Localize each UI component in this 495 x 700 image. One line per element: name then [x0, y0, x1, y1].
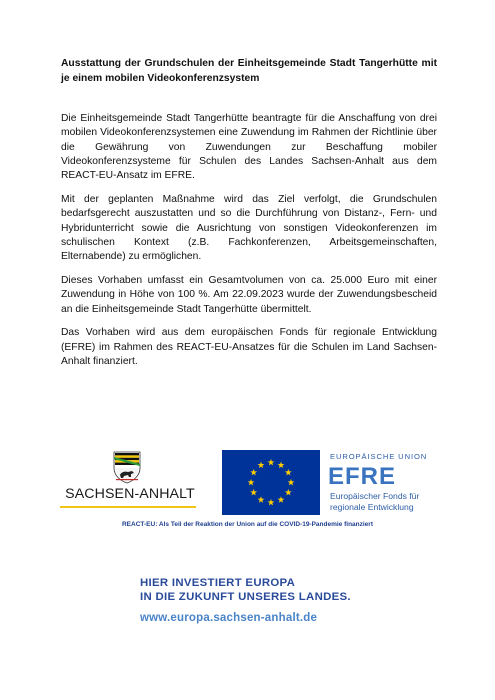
efre-subtitle-line: regionale Entwicklung — [330, 501, 414, 512]
slogan — [140, 576, 351, 604]
slogan-line: IN DIE ZUKUNFT UNSERES LANDES. — [140, 591, 351, 603]
eu-label: EUROPÄISCHE UNION — [330, 452, 428, 461]
paragraph: Das Vorhaben wird aus dem europäischen Fonds für regionale Entwicklung (EFRE) im Rahmen des REACT-EU-Ansatzes für die Schulen im Land Sachsen-Anhalt finanziert. — [61, 327, 437, 367]
efre-subtitle — [330, 491, 480, 512]
sachsen-anhalt-underline — [60, 506, 196, 508]
paragraph: Die Einheitsgemeinde Stadt Tangerhütte beantragte für die Anschaffung von drei mobilen Videokonferenzsystemen eine Zuwendung im Rahmen der Richtlinie über die Gewährung von Zuwendungen zur Beschaffung mobiler Videokonferenzsysteme für Schulen des Landes Sachsen-Anhalt aus dem REACT-EU-Ansatz im EFRE. — [61, 113, 437, 182]
eu-star-icon — [278, 462, 285, 469]
eu-flag-icon — [222, 450, 320, 515]
eu-star-icon — [248, 479, 255, 486]
eu-star-icon — [250, 469, 257, 476]
paragraph: Dieses Vorhaben umfasst ein Gesamtvolumen von ca. 25.000 Euro mit einer Zuwendung in Höhe von 100 %. Am 22.09.2023 wurde der Zuwendungsbescheid an die Einheitsgemeinde Stadt Tangerhütte übermittelt. — [61, 274, 437, 315]
efre-subtitle-line: Europäischer Fonds für — [330, 491, 420, 501]
eu-star-icon — [278, 496, 285, 503]
eu-star-icon — [268, 499, 275, 506]
eu-star-icon — [258, 462, 265, 469]
eu-star-icon — [268, 459, 275, 466]
eu-star-icon — [258, 496, 265, 503]
website-link[interactable]: www.europa.sachsen-anhalt.de — [140, 612, 318, 624]
eu-star-icon — [285, 489, 292, 496]
sachsen-anhalt-logo — [60, 450, 200, 510]
eu-star-icon — [288, 479, 295, 486]
coat-of-arms-icon — [112, 450, 142, 484]
paragraph: Mit der geplanten Maßnahme wird das Ziel verfolgt, die Grundschulen bedarfsgerecht auszustatten und so die Durchführung von Distanz-, Fern- und Hybridunterricht sowie die Ausrichtung von sonstigen Videokonferenzen im schulischen Kontext (z.B. Fachkonferenzen, Arbeitsgemeinschaften, Elternabende) zu ermöglichen. — [61, 193, 437, 263]
efre-wordmark: EFRE — [328, 463, 397, 490]
react-eu-note: REACT-EU: Als Teil der Reaktion der Union auf die COVID-19-Pandemie finanziert — [121, 521, 373, 528]
eu-star-icon — [250, 489, 257, 496]
document-body — [61, 112, 437, 379]
slogan-line: HIER INVESTIERT EUROPA — [140, 577, 296, 589]
sachsen-anhalt-wordmark: SACHSEN-ANHALT — [65, 486, 195, 502]
document-title: Ausstattung der Grundschulen der Einheitsgemeinde Stadt Tangerhütte mit je einem mobilen Videokonferenzsystem — [61, 58, 437, 84]
eu-star-icon — [285, 469, 292, 476]
